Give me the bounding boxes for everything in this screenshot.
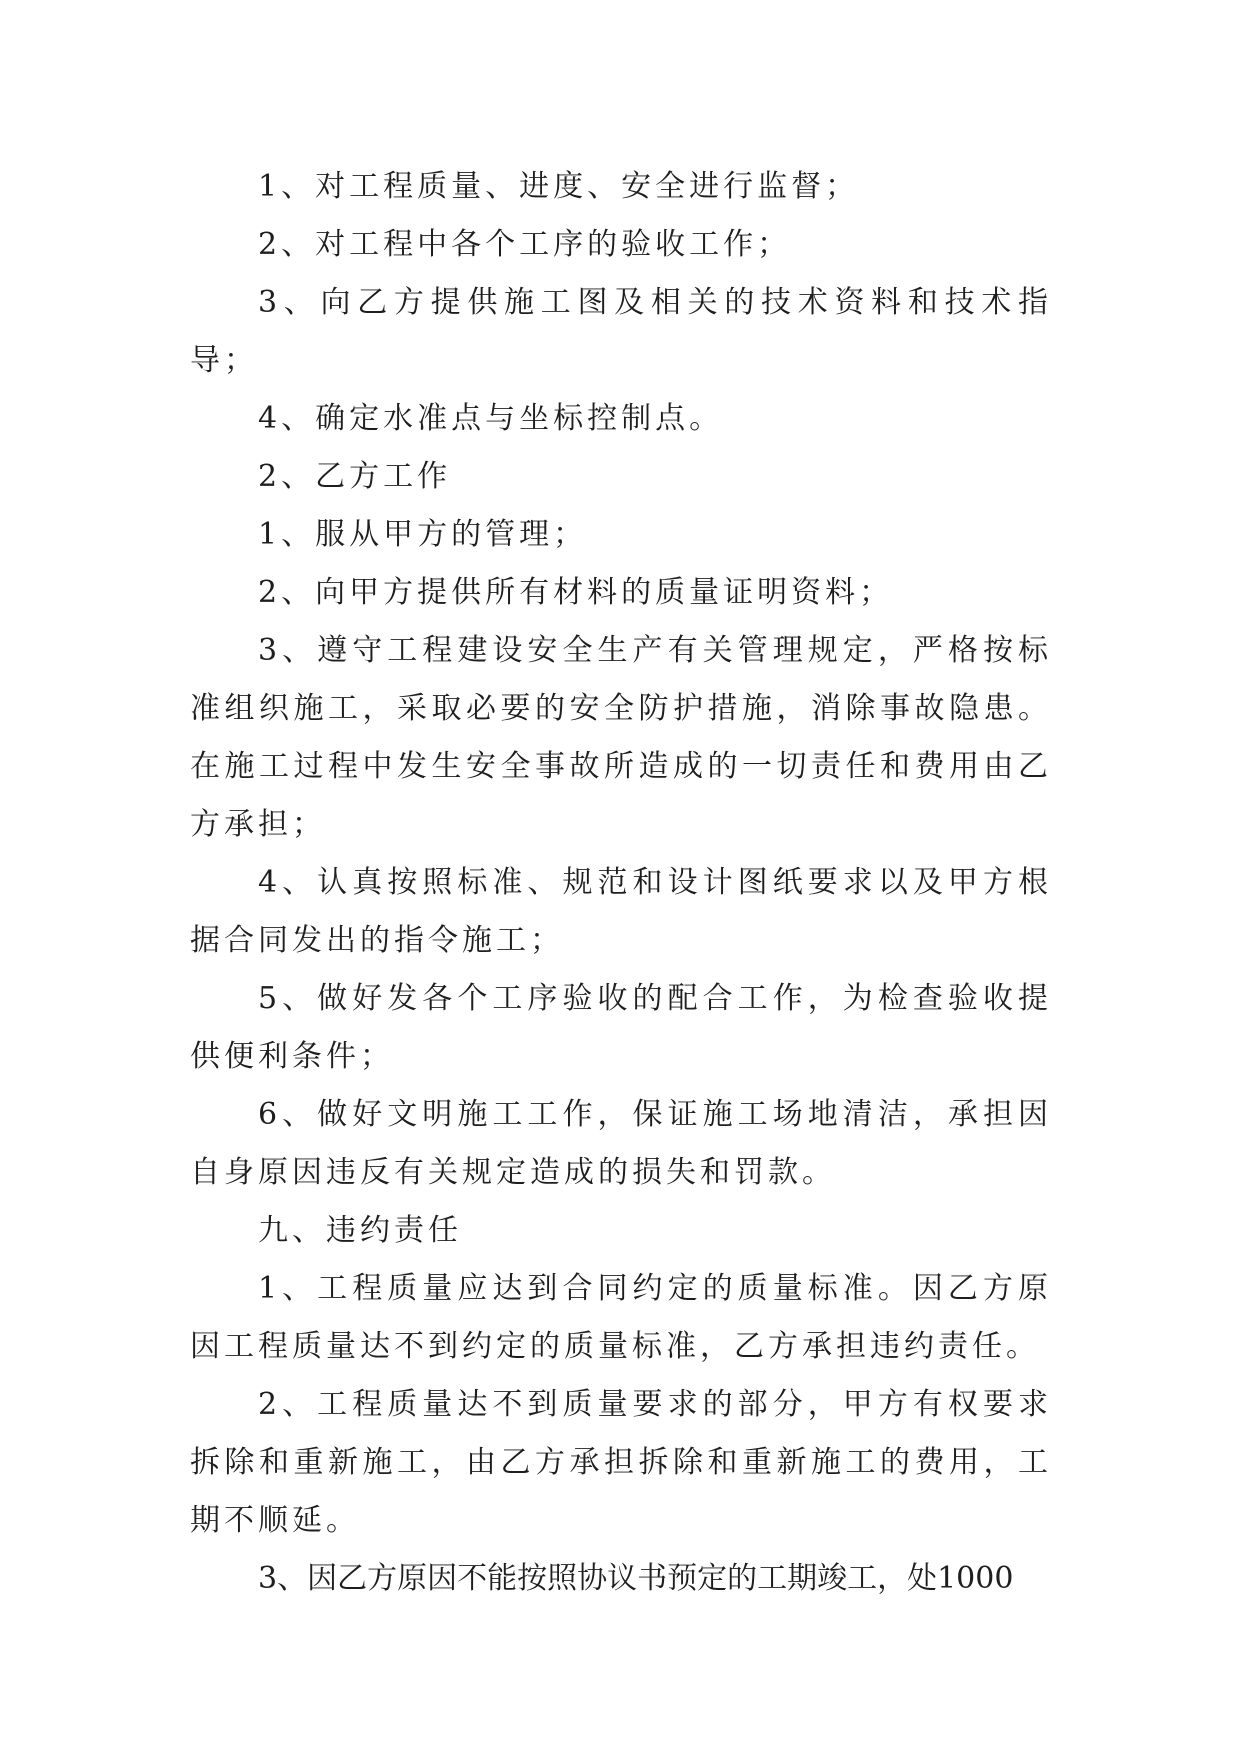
paragraph-party-b-duty-4: 4、认真按照标准、规范和设计图纸要求以及甲方根据合同发出的指令施工；	[190, 865, 1052, 958]
paragraph-party-b-duty-1: 1、服从甲方的管理；	[258, 517, 588, 552]
document-body	[190, 158, 1052, 1608]
paragraph-party-b-duty-2: 2、向甲方提供所有材料的质量证明资料；	[258, 575, 894, 610]
paragraph-party-b-duty-3: 3、遵守工程建设安全生产有关管理规定，严格按标准组织施工，采取必要的安全防护措施，消除事故隐患。在施工过程中发生安全事故所造成的一切责任和费用由乙方承担；	[190, 633, 1052, 842]
paragraph-breach-3: 3、因乙方原因不能按照协议书预定的工期竣工，处1000	[258, 1561, 1014, 1596]
section-heading-party-b-work: 2、乙方工作	[258, 459, 452, 494]
paragraph-party-a-duty-2: 2、对工程中各个工序的验收工作；	[258, 227, 792, 262]
paragraph-breach-2: 2、工程质量达不到质量要求的部分，甲方有权要求拆除和重新施工，由乙方承担拆除和重新施工的费用，工期不顺延。	[190, 1387, 1052, 1538]
paragraph-party-b-duty-6: 6、做好文明施工工作，保证施工场地清洁，承担因自身原因违反有关规定造成的损失和罚款。	[190, 1097, 1052, 1190]
paragraph-party-a-duty-1: 1、对工程质量、进度、安全进行监督；	[258, 169, 860, 204]
section-heading-breach-liability: 九、违约责任	[258, 1213, 462, 1248]
paragraph-party-a-duty-3: 3、向乙方提供施工图及相关的技术资料和技术指导；	[190, 285, 1052, 378]
paragraph-breach-1: 1、工程质量应达到合同约定的质量标准。因乙方原因工程质量达不到约定的质量标准，乙方承担违约责任。	[190, 1271, 1052, 1364]
paragraph-party-a-duty-4: 4、确定水准点与坐标控制点。	[258, 401, 724, 436]
paragraph-party-b-duty-5: 5、做好发各个工序验收的配合工作，为检查验收提供便利条件；	[190, 981, 1052, 1074]
